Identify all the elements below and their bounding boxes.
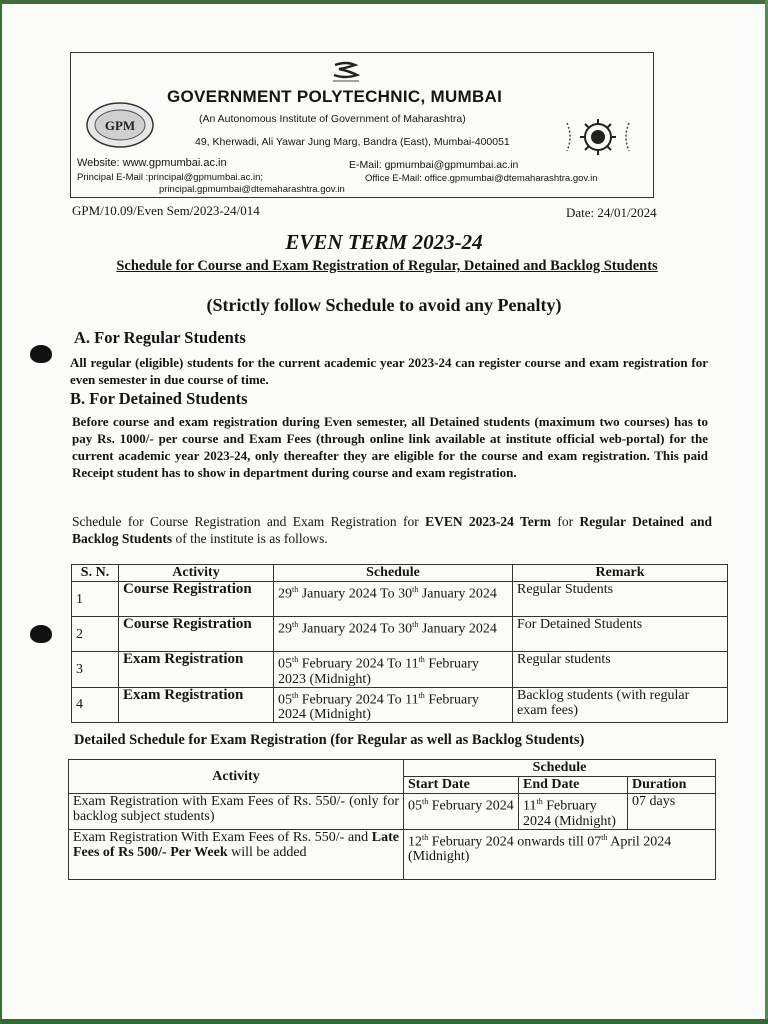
header-activity: Activity [69,760,404,794]
gear-emblem-icon [563,115,633,159]
exam-registration-detail-table [68,759,716,880]
strict-note: (Strictly follow Schedule to avoid any Penalty) [206,295,562,315]
row-activity: Exam Registration with Exam Fees of Rs. 550/- (only for backlog subject students) [69,794,404,830]
row-activity: Exam Registration With Exam Fees of Rs. 550/- and Late Fees of Rs 500/- Per Week will be added [69,829,404,879]
row-sn: 3 [72,652,119,688]
row-schedule: 12th February 2024 onwards till 07th April 2024 (Midnight) [404,829,716,879]
scan-edge-top [0,0,768,4]
office-email-text: Office E-Mail: office.gpmumbai@dtemaharashtra.gov.in [365,173,598,184]
row-sn: 2 [72,617,119,652]
header-sn: S. N. [72,565,119,582]
row-schedule: 05th February 2024 To 11th February 2023 (Midnight) [274,652,513,688]
row-remark: Backlog students (with regular exam fees) [513,687,728,723]
table-row [69,829,716,879]
website-text: Website: www.gpmumbai.ac.in [77,157,227,169]
section-a-heading: A. For Regular Students [74,328,246,347]
letterhead [70,52,654,198]
section-a-text: All regular (eligible) students for the current academic year 2023-24 can register course and exam registration for even semester in due course of time. [70,355,708,387]
row-activity: Course Registration [119,582,274,617]
scan-edge-left [0,0,2,1024]
row-activity: Course Registration [119,617,274,652]
row-sn: 4 [72,687,119,723]
row-schedule: 29th January 2024 To 30th January 2024 [274,617,513,652]
header-activity: Activity [119,565,274,582]
row-start-date: 05th February 2024 [404,794,519,830]
gpm-seal-logo [85,101,155,149]
header-remark: Remark [513,565,728,582]
schedule-intro: Schedule for Course Registration and Exam Registration for EVEN 2023-24 Term for Regular Detained and Backlog Students of the institute is as follows. [72,514,712,546]
reference-number: GPM/10.09/Even Sem/2023-24/014 [72,203,260,218]
header-end-date: End Date [519,777,628,794]
institute-name: GOVERNMENT POLYTECHNIC, MUMBAI [167,87,503,106]
header-schedule: Schedule [404,760,716,777]
row-activity: Exam Registration [119,687,274,723]
row-end-date: 11th February 2024 (Midnight) [519,794,628,830]
document-subtitle: Schedule for Course and Exam Registration of Regular, Detained and Backlog Students [116,258,658,274]
header-start-date: Start Date [404,777,519,794]
principal-email-2-text: principal.gpmumbai@dtemaharashtra.gov.in [159,184,345,195]
header-duration: Duration [628,777,716,794]
table-row [72,617,728,652]
institute-address: 49, Kherwadi, Ali Yawar Jung Marg, Bandra (East), Mumbai-400051 [195,136,510,148]
table-row [72,582,728,617]
row-duration: 07 days [628,794,716,830]
row-schedule: 29th January 2024 To 30th January 2024 [274,582,513,617]
document-title: EVEN TERM 2023-24 [285,230,483,254]
detailed-schedule-heading: Detailed Schedule for Exam Registration (for Regular as well as Backlog Students) [74,732,585,748]
table-row [69,794,716,830]
institute-emblem-icon [321,59,371,85]
institute-subtitle: (An Autonomous Institute of Government of Maharashtra) [199,113,466,125]
table-row [72,652,728,688]
section-b-text: Before course and exam registration during Even semester, all Detained students (maximum two courses) has to pay Rs. 1000/- per course and Exam Fees (through online link available at institute official web-portal) for the current academic year 2023-24, only thereafter they are eligible for the course and exam registration. This paid Receipt student has to show in department during course and exam registration. [72,414,708,480]
row-schedule: 05th February 2024 To 11th February 2024 (Midnight) [274,687,513,723]
row-remark: Regular Students [513,582,728,617]
document-date: Date: 24/01/2024 [566,205,657,220]
seal-text: GPM [104,118,136,133]
principal-email-text: Principal E-Mail :principal@gpmumbai.ac.in; [77,172,263,183]
row-remark: For Detained Students [513,617,728,652]
table-row [72,687,728,723]
punch-hole [30,625,52,643]
row-activity: Exam Registration [119,652,274,688]
scan-edge-bottom [0,1019,768,1024]
row-remark: Regular students [513,652,728,688]
section-b-heading: B. For Detained Students [70,389,248,408]
row-sn: 1 [72,582,119,617]
punch-hole [30,345,52,363]
registration-schedule-table [71,564,728,723]
table-header-row [69,760,716,777]
table-header-row [72,565,728,582]
email-text: E-Mail: gpmumbai@gpmumbai.ac.in [349,159,519,171]
header-schedule: Schedule [274,565,513,582]
